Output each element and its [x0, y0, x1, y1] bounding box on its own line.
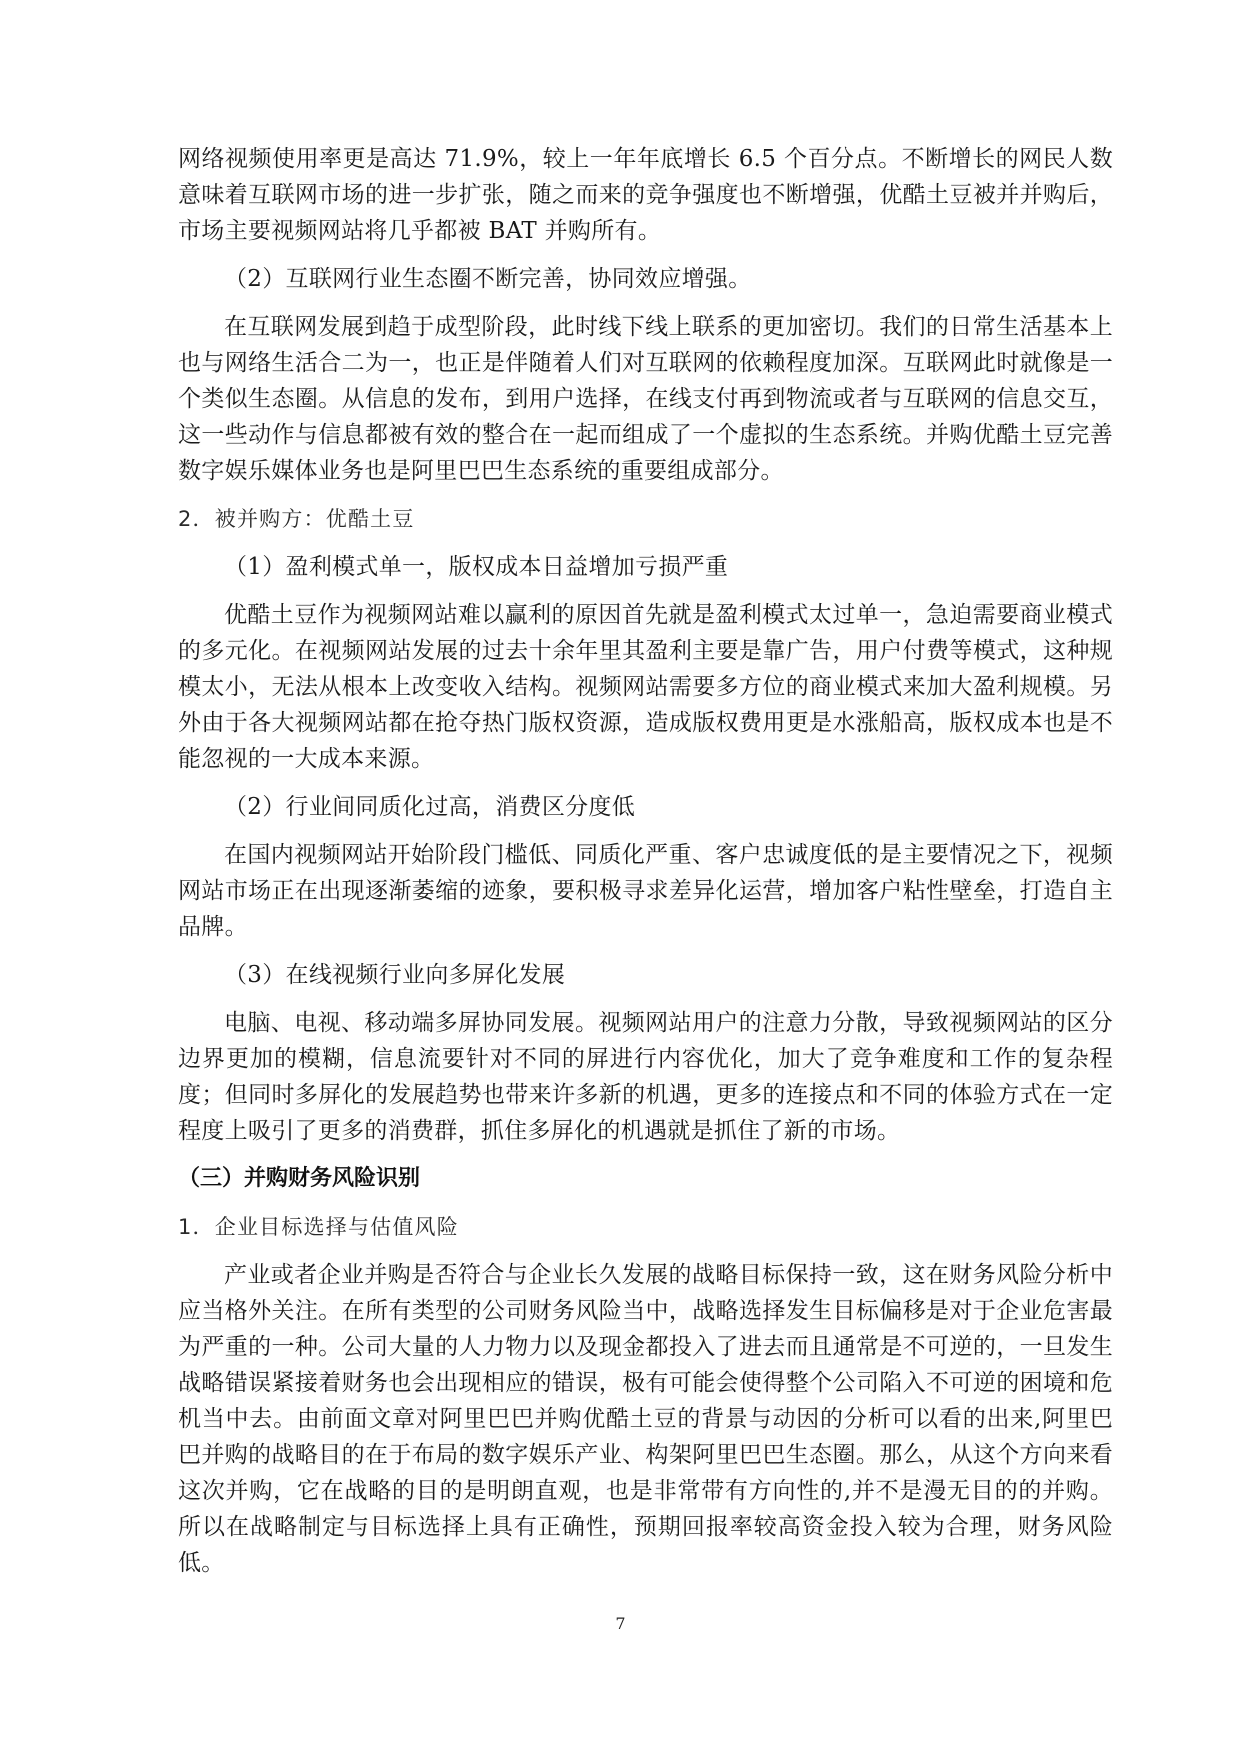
- paragraph-target-valuation: 产业或者企业并购是否符合与企业长久发展的战略目标保持一致，这在财务风险分析中应当格外关注。在所有类型的公司财务风险当中，战略选择发生目标偏移是对于企业危害最为严重的一种。公司大量的人力物力以及现金都投入了进去而且通常是不可逆的，一旦发生战略错误紧接着财务也会出现相应的错误，极有可能会使得整个公司陷入不可逆的困境和危机当中去。由前面文章对阿里巴巴并购优酷土豆的背景与动因的分析可以看的出来,阿里巴巴并购的战略目的在于布局的数字娱乐产业、构架阿里巴巴生态圈。那么，从这个方向来看这次并购，它在战略的目的是明朗直观，也是非常带有方向性的,并不是漫无目的的并购。所以在战略制定与目标选择上具有正确性，预期回报率较高资金投入较为合理，财务风险低。: [178, 1262, 1113, 1576]
- subheading-multi-screen: （3）在线视频行业向多屏化发展: [224, 962, 566, 988]
- subheading-homogenization: （2）行业间同质化过高，消费区分度低: [224, 794, 636, 820]
- subheading-profit-model: （1）盈利模式单一，版权成本日益增加亏损严重: [224, 554, 729, 580]
- section-heading-target-valuation: 1．企业目标选择与估值风险: [178, 1215, 459, 1239]
- paragraph-multi-screen: 电脑、电视、移动端多屏协同发展。视频网站用户的注意力分散，导致视频网站的区分边界更加的模糊，信息流要针对不同的屏进行内容优化，加大了竞争难度和工作的复杂程度；但同时多屏化的发展趋势也带来许多新的机遇，更多的连接点和不同的体验方式在一定程度上吸引了更多的消费群，抓住多屏化的机遇就是抓住了新的市场。: [178, 1010, 1113, 1144]
- paragraph-homogenization: 在国内视频网站开始阶段门槛低、同质化严重、客户忠诚度低的是主要情况之下，视频网站市场正在出现逐渐萎缩的迹象，要积极寻求差异化运营，增加客户粘性壁垒，打造自主品牌。: [178, 842, 1113, 940]
- paragraph-profit-model: 优酷土豆作为视频网站难以赢利的原因首先就是盈利模式太过单一，急迫需要商业模式的多元化。在视频网站发展的过去十余年里其盈利主要是靠广告，用户付费等模式，这种规模太小，无法从根本上改变收入结构。视频网站需要多方位的商业模式来加大盈利规模。另外由于各大视频网站都在抢夺热门版权资源，造成版权费用更是水涨船高，版权成本也是不能忽视的一大成本来源。: [178, 602, 1113, 772]
- subheading-ecosystem: （2）互联网行业生态圈不断完善，协同效应增强。: [224, 266, 752, 292]
- paragraph-internet-video-usage: 网络视频使用率更是高达 71.9%，较上一年年底增长 6.5 个百分点。不断增长的网民人数意味着互联网市场的进一步扩张，随之而来的竞争强度也不断增强，优酷土豆被并并购后，市场主要视频网站将几乎都被 BAT 并购所有。: [178, 146, 1113, 244]
- paragraph-ecosystem: 在互联网发展到趋于成型阶段，此时线下线上联系的更加密切。我们的日常生活基本上也与网络生活合二为一，也正是伴随着人们对互联网的依赖程度加深。互联网此时就像是一个类似生态圈。从信息的发布，到用户选择，在线支付再到物流或者与互联网的信息交互，这一些动作与信息都被有效的整合在一起而组成了一个虚拟的生态系统。并购优酷土豆完善数字娱乐媒体业务也是阿里巴巴生态系统的重要组成部分。: [178, 314, 1113, 484]
- page-number: 7: [615, 1614, 626, 1633]
- section-heading-risk-identification: （三）并购财务风险识别: [178, 1166, 421, 1191]
- section-heading-acquiree: 2．被并购方：优酷土豆: [178, 507, 415, 531]
- page-content: [178, 141, 1113, 1593]
